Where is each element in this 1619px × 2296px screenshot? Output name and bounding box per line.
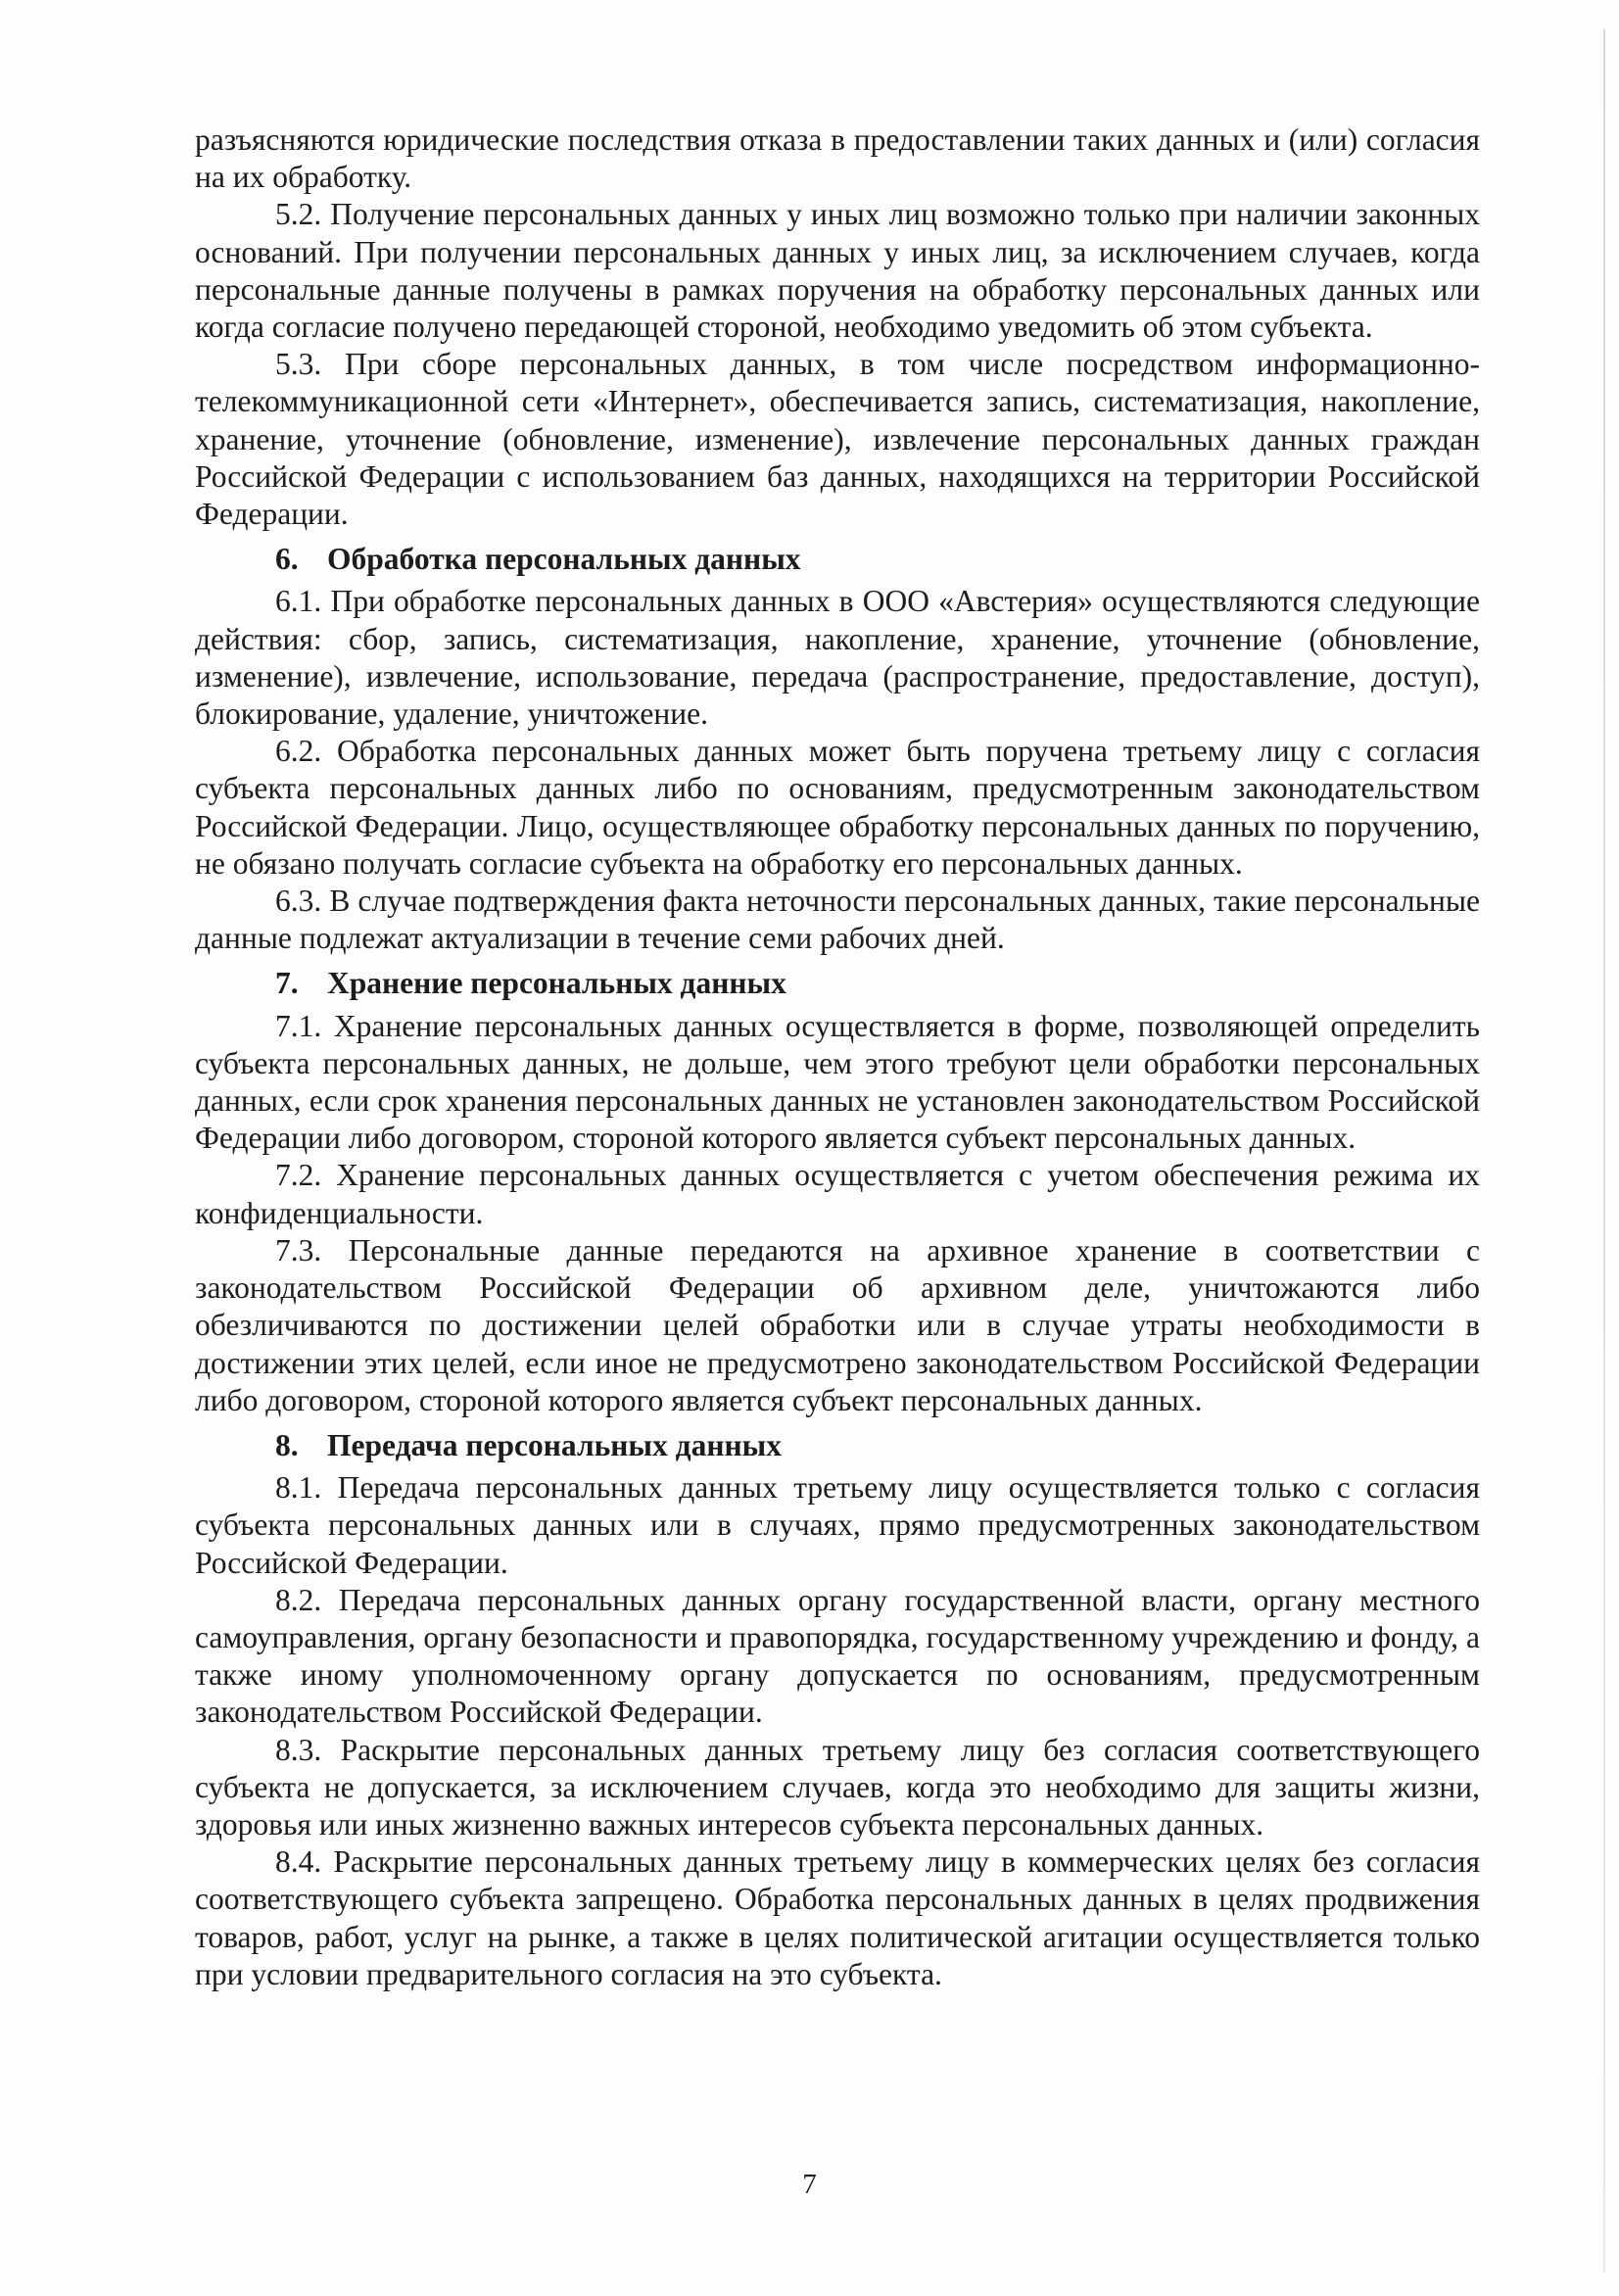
- paragraph-6-3: 6.3. В случае подтверждения факта неточности персональных данных, такие персональные данные подлежат актуализации в течение семи рабочих дней.: [195, 884, 1480, 956]
- section-heading-8: [195, 1427, 1480, 1464]
- paragraph-5-2: 5.2. Получение персональных данных у иных лиц возможно только при наличии законных оснований. При получении персональных данных у иных лиц, за исключением случаев, когда персональные данные получены в рамках поручения на обработку персональных данных или когда согласие получено передающей стороной, необходимо уведомить об этом субъекта.: [195, 197, 1480, 345]
- section-heading-7: [195, 965, 1480, 1002]
- paragraph-6-1: 6.1. При обработке персональных данных в ООО «Австерия» осуществляются следующие действия: сбор, запись, систематизация, накопление, хранение, уточнение (обновление, изменение), извлечение, использование, передача (распространение, предоставление, доступ), блокирование, удаление, уничтожение.: [195, 584, 1480, 732]
- paragraph-7-3: 7.3. Персональные данные передаются на архивное хранение в соответствии с законодательством Российской Федерации об архивном деле, уничтожаются либо обезличиваются по достижении целей обработки или в случае утраты необходимости в достижении этих целей, если иное не предусмотрено законодательством Российской Федерации либо договором, стороной которого является субъект персональных данных.: [195, 1232, 1480, 1417]
- section-heading-6: [195, 541, 1480, 578]
- page-edge-divider: [1603, 29, 1605, 2272]
- paragraph-7-2: 7.2. Хранение персональных данных осуществляется с учетом обеспечения режима их конфиденциальности.: [195, 1158, 1480, 1230]
- section-number: 7.: [275, 966, 299, 1001]
- paragraph-8-4: 8.4. Раскрытие персональных данных третьему лицу в коммерческих целях без согласия соответствующего субъекта запрещено. Обработка персональных данных в целях продвижения товаров, работ, услуг на рынке, а также в целях политической агитации осуществляется только при условии предварительного согласия на это субъекта.: [195, 1844, 1480, 1991]
- paragraph-5-3: 5.3. При сборе персональных данных, в том числе посредством информационно-телекоммуникационной сети «Интернет», обеспечивается запись, систематизация, накопление, хранение, уточнение (обновление, изменение), извлечение персональных данных граждан Российской Федерации с использованием баз данных, находящихся на территории Российской Федерации.: [195, 347, 1480, 532]
- paragraph-6-2: 6.2. Обработка персональных данных может быть поручена третьему лицу с согласия субъекта персональных данных либо по основаниям, предусмотренным законодательством Российской Федерации. Лицо, осуществляющее обработку персональных данных по поручению, не обязано получать согласие субъекта на обработку его персональных данных.: [195, 734, 1480, 881]
- paragraph-7-1: 7.1. Хранение персональных данных осуществляется в форме, позволяющей определить субъекта персональных данных, не дольше, чем этого требуют цели обработки персональных данных, если срок хранения персональных данных не установлен законодательством Российской Федерации либо договором, стороной которого является субъект персональных данных.: [195, 1008, 1480, 1156]
- section-title: Хранение персональных данных: [327, 966, 786, 1001]
- section-title: Передача персональных данных: [327, 1427, 782, 1462]
- paragraph-8-3: 8.3. Раскрытие персональных данных третьему лицу без согласия соответствующего субъекта не допускается, за исключением случаев, когда это необходимо для защиты жизни, здоровья или иных жизненно важных интересов субъекта персональных данных.: [195, 1732, 1480, 1842]
- document-body: [195, 121, 1480, 1993]
- paragraph-8-1: 8.1. Передача персональных данных третьему лицу осуществляется только с согласия субъекта персональных данных или в случаях, прямо предусмотренных законодательством Российской Федерации.: [195, 1470, 1480, 1580]
- page-number: 7: [802, 2169, 817, 2200]
- section-number: 8.: [275, 1427, 299, 1462]
- paragraph-8-2: 8.2. Передача персональных данных органу государственной власти, органу местного самоуправления, органу безопасности и правопорядка, государственному учреждению и фонду, а также иному уполномоченному органу допускается по основаниям, предусмотренным законодательством Российской Федерации.: [195, 1582, 1480, 1730]
- section-title: Обработка персональных данных: [327, 542, 801, 577]
- paragraph-continuation: разъясняются юридические последствия отказа в предоставлении таких данных и (или) согласия на их обработку.: [195, 122, 1480, 195]
- section-number: 6.: [275, 542, 299, 577]
